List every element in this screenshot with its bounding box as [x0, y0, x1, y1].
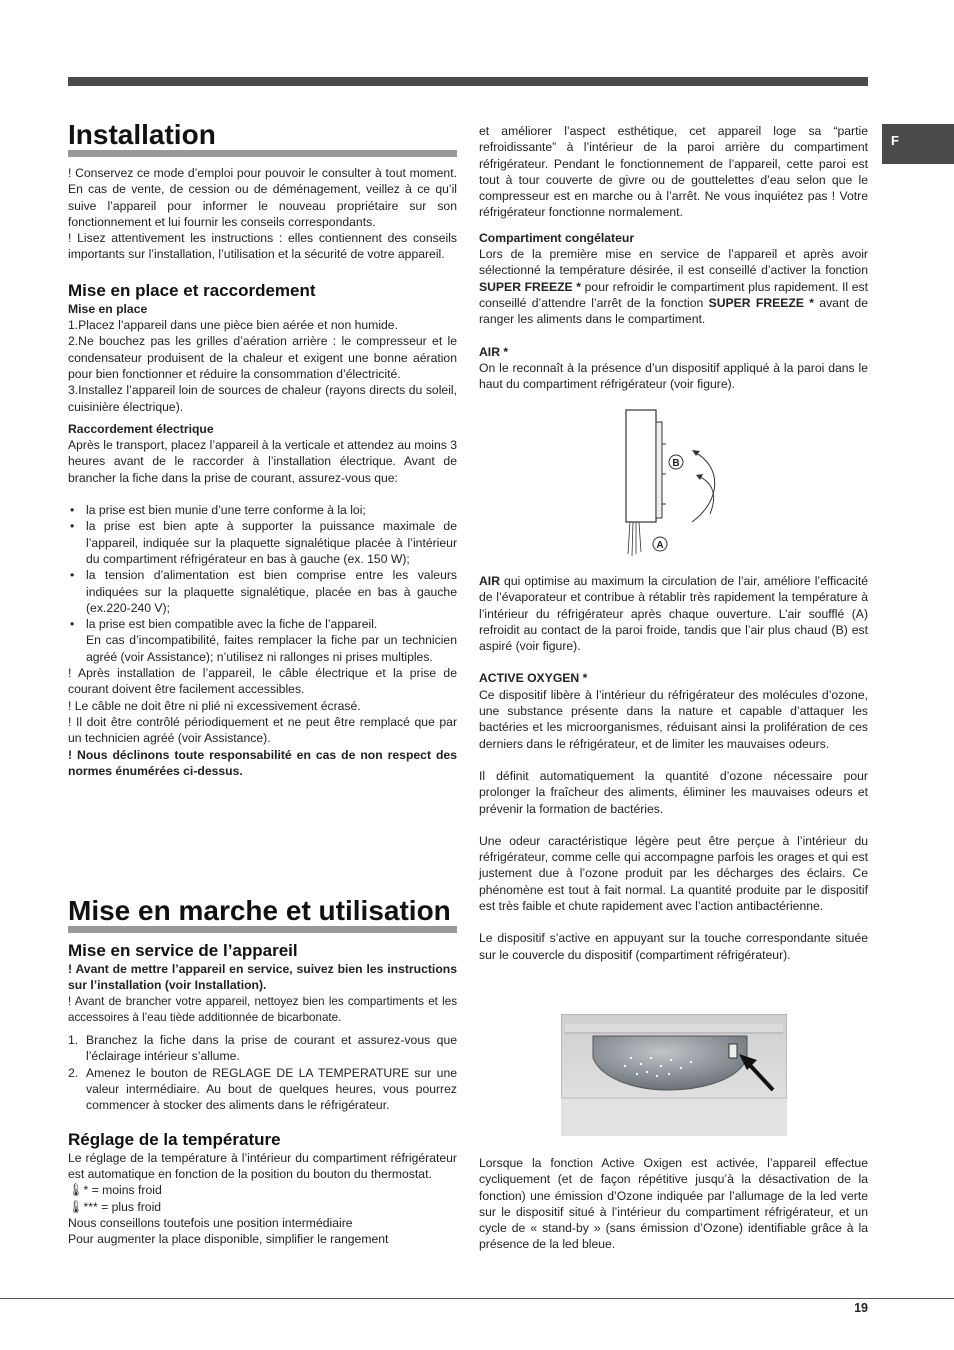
paragraph: ! Lisez attentivement les instructions : elles contiennent des conseils importants sur l’installation, l’utilisation et la sécurité de votre appareil. [68, 231, 457, 262]
right-column-air [479, 573, 868, 963]
section-heading: Mise en place et raccordement [68, 280, 316, 300]
paragraph: ! Avant de brancher votre appareil, nettoyez bien les compartiments et les accessoires à l’eau tiède additionnée de bicarbonate. [68, 994, 457, 1024]
subheading: Raccordement électrique [68, 421, 214, 436]
subheading: ACTIVE OXYGEN * [479, 671, 588, 686]
air-figure [600, 404, 730, 564]
list-item-text: la prise est bien compatible avec la fiche de l’appareil. [86, 617, 378, 632]
section-heading: Réglage de la température [68, 1129, 281, 1149]
paragraph: Une odeur caractéristique légère peut être perçue à l’intérieur du réfrigérateur, comme celle qui accompagne parfois les orages et qui est justement due à l’ozone produit par les décharges des éclairs. Ce phénomène est tout à fait normal. La quantité produite par le dispositif est très faible et chute rapidement avec l’action antibactérienne. [479, 833, 868, 914]
usage-title: Mise en marche et utilisation [68, 896, 457, 933]
paragraph: Pour augmenter la place disponible, simplifier le rangement [68, 1232, 389, 1247]
paragraph: Lorsque la fonction Active Oxigen est activée, l’appareil effectue cycliquement (et de façon répétitive jusqu’à la désactivation de la fonction) une émission d’Ozone indiquée par l’allumage de la led verte sur le dispositif situé à l’intérieur du compartiment réfrigérateur, et un cycle de « stand-by » (sans émission d’Ozone) identifiable grâce à la présence de la led bleue. [479, 1156, 868, 1252]
thermostat-min: 🌡︎* = moins froid [68, 1183, 162, 1198]
top-rule [68, 77, 868, 86]
list-item-text: En cas d’incompatibilité, faites remplacer la fiche par un technicien agréé (voir Assistance); n’utilisez ni rallonges ni prises multiples. [86, 633, 457, 664]
list-item: • la prise est bien munie d’une terre conforme à la loi; [68, 502, 457, 518]
paragraph: Il définit automatiquement la quantité d’ozone nécessaire pour prolonger la fraîcheur des aliments, éliminer les mauvaises odeurs et prévenir la formation de bactéries. [479, 768, 868, 816]
paragraph: Après le transport, placez l’appareil à la verticale et attendez au moins 3 heures avant de le raccorder à l’installation électrique. Avant de brancher la fiche dans la prise de courant, assurez-vous que: [68, 438, 457, 485]
list-item: • la tension d’alimentation est bien comprise entre les valeurs indiquées sur la plaquette signalétique, placée en bas à gauche (ex.220-240 V); [68, 567, 457, 616]
list-item: • la prise est bien apte à supporter la puissance maximale de l’appareil, indiquée sur la plaquette signalétique placée à l’intérieur du compartiment réfrigérateur en bas à gauche (ex. 150 W); [68, 518, 457, 567]
bold-warning: ! Nous déclinons toute responsabilité en cas de non respect des normes énumérées ci-dessus. [68, 747, 457, 778]
right-column [479, 123, 868, 392]
paragraph: Le dispositif s’active en appuyant sur la touche correspondante située sur le couvercle du dispositif (compartiment réfrigérateur). [479, 931, 868, 962]
paragraph: Nous conseillons toutefois une position intermédiaire [68, 1215, 353, 1230]
section-heading: Mise en service de l’appareil [68, 941, 298, 960]
fig-label-b: B [672, 458, 680, 469]
paragraph: ! Il doit être contrôlé périodiquement et ne peut être remplacé que par un technicien agréé (voir Assistance). [68, 714, 457, 746]
fig-label-a: A [656, 540, 664, 551]
paragraph: Le réglage de la température à l’intérieur du compartiment réfrigérateur est automatique en fonction de la position du bouton du thermostat. [68, 1150, 457, 1181]
language-tab [882, 124, 954, 164]
list-item [68, 616, 457, 665]
paragraph: 3.Installez l’appareil loin de sources de chaleur (rayons directs du soleil, cuisinière électrique). [68, 383, 457, 414]
paragraph: AIR qui optimise au maximum la circulation de l’air, améliore l’efficacité de l’évaporateur et contribue à rétablir très rapidement la température à l’intérieur du réfrigérateur après chaque ouverture. L’air soufflé (A) refroidit au contact de la paroi froide, tandis que l’air plus chaud (B) est aspiré (voir figure). [479, 574, 868, 654]
numbered-list [68, 1032, 457, 1113]
paragraph: On le reconnaît à la présence d’un dispositif appliqué à la paroi dans le haut du compartiment réfrigérateur (voir figure). [479, 360, 868, 392]
thermometer-icon: 🌡︎ [68, 1199, 84, 1214]
installation-title: Installation [68, 120, 457, 157]
list-number: 2. [68, 1065, 79, 1080]
paragraph: Lors de la première mise en service de l’appareil et après avoir sélectionné la température désirée, il est conseillé d’activer la fonction SUPER FREEZE * pour refroidir le compartiment plus rapidement. Il est conseillé d’attendre l’arrêt de la fonction SUPER FREEZE * avant de ranger les aliments dans le compartiment. [479, 247, 868, 327]
subheading: AIR * [479, 344, 509, 359]
language-label: F [891, 133, 899, 148]
list-item [68, 1065, 457, 1114]
paragraph: ! Conservez ce mode d’emploi pour pouvoir le consulter à tout moment. En cas de vente, de cession ou de déménagement, veillez à ce qu’il suive l’appareil pour informer le nouveau propriétaire sur son fonctionnement et lui fournir les conseils correspondants. [68, 166, 457, 229]
bullet-list [68, 502, 457, 665]
left-column [68, 120, 457, 779]
list-item-text: Amenez le bouton de REGLAGE DE LA TEMPERATURE sur une valeur intermédiaire. Au bout de quelques heures, vous pourrez commencer à stocker des aliments dans le réfrigérateur. [86, 1065, 457, 1113]
list-item-text: Branchez la fiche dans la prise de courant et assurez-vous que l’éclairage intérieur s’allume. [86, 1033, 457, 1064]
subheading: Mise en place [68, 301, 148, 316]
paragraph: 1.Placez l’appareil dans une pièce bien aérée et non humide. [68, 318, 398, 333]
left-column-usage [68, 896, 457, 1247]
paragraph: ! Le câble ne doit être ni plié ni excessivement écrasé. [68, 698, 361, 713]
list-item [68, 1032, 457, 1065]
thermometer-icon: 🌡︎ [68, 1183, 84, 1198]
page-number: 19 [854, 1301, 868, 1315]
paragraph: Ce dispositif libère à l’intérieur du réfrigérateur des molécules d’ozone, une substance présente dans la nature et capable d’attaquer les bactéries et les microorganismes, réduisant ainsi la prolifération de ces derniers dans le réfrigérateur, et de limiter les mauvaises odeurs. [479, 687, 868, 751]
paragraph: ! Après installation de l’appareil, le câble électrique et la prise de courant doivent être facilement accessibles. [68, 666, 457, 697]
right-column-end [479, 1155, 868, 1253]
subheading: Compartiment congélateur [479, 230, 635, 245]
bold-warning: ! Avant de mettre l’appareil en service, suivez bien les instructions sur l’installation (voir Installation). [68, 962, 457, 993]
active-oxygen-photo [561, 1014, 787, 1136]
bottom-rule [0, 1298, 954, 1299]
list-number: 1. [68, 1033, 79, 1048]
thermostat-max: 🌡︎*** = plus froid [68, 1199, 162, 1214]
paragraph: et améliorer l’aspect esthétique, cet appareil loge sa “partie refroidissante” à l’intérieur de la paroi arrière du compartiment réfrigérateur. Pendant le fonctionnement de l’appareil, cette paroi est tout à tour couverte de givre ou de gouttelettes d’eau selon que le compresseur est en marche ou à l’arrêt. Ne vous inquiétez pas ! Votre réfrigérateur fonctionne normalement. [479, 124, 868, 220]
paragraph: 2.Ne bouchez pas les grilles d’aération arrière : le compresseur et le condensateur produisent de la chaleur et exigent une bonne aération pour bien fonctionner et réduire la consommation d’électricité. [68, 334, 457, 381]
